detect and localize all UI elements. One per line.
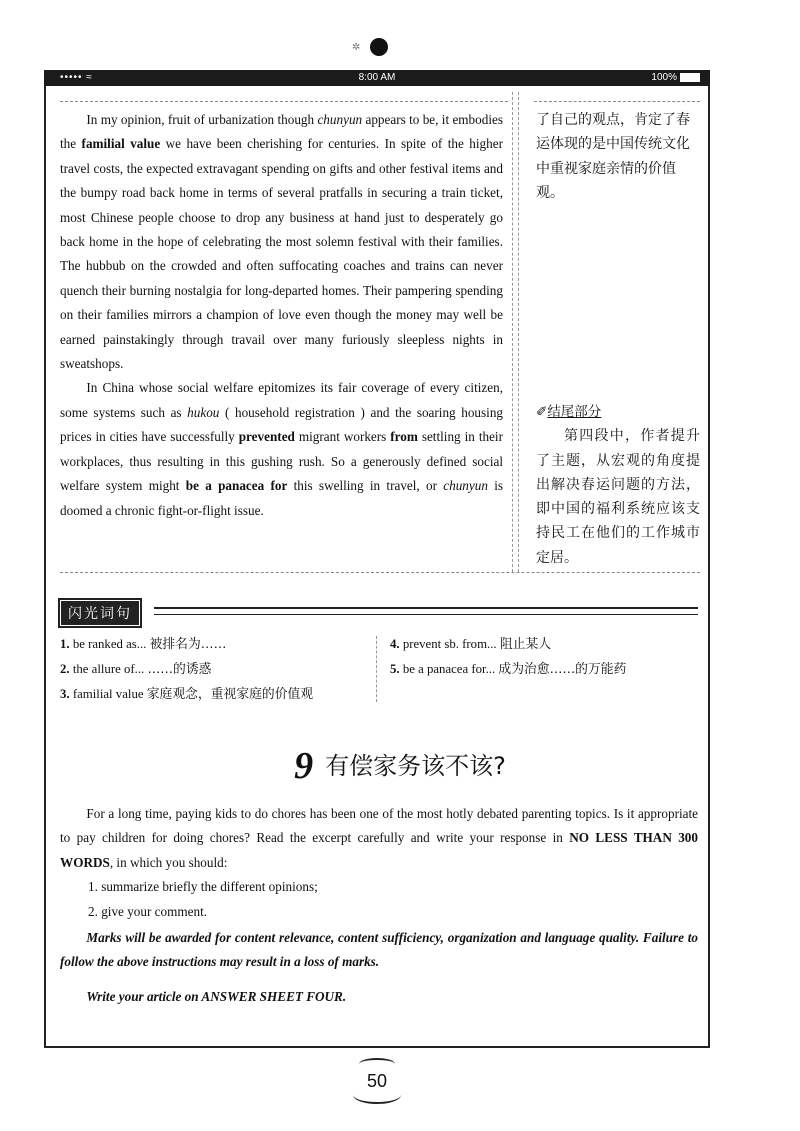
article-body: [60, 108, 503, 523]
battery-icon: [680, 73, 700, 82]
side-note-1: [536, 108, 700, 205]
task-point-1: 1. summarize briefly the different opinions;: [88, 879, 318, 895]
page-arc-top: [359, 1058, 395, 1070]
task-write: Write your article on ANSWER SHEET FOUR.: [86, 988, 347, 1004]
status-time: 8:00 AM: [358, 72, 396, 83]
section-heading: 有偿家务该不该?: [325, 752, 506, 780]
side-note-2-text: 第四段中，作者提升了主题，从宏观的角度提出解决春运问题的方法，即中国的福利系统应该支持民工在他们的工作城市定居。: [536, 428, 700, 566]
side-note-2-heading: [536, 400, 700, 424]
status-bar: [44, 70, 710, 86]
task-intro: For a long time, paying kids to do chores has been one of the most hotly debated parenting topics. Is it appropriate to pay children for doing chores? Read the excerpt carefully and write your response in NO LESS THAN 300 WORDS, in which you should:: [60, 806, 698, 870]
top-divider-right: [534, 101, 700, 102]
side-note-2: [536, 400, 700, 570]
ornament-mark: ✲: [352, 42, 361, 53]
column-divider: [512, 92, 513, 572]
side-note-1-text: 了自己的观点，肯定了春运体现的是中国传统文化中重视家庭亲情的价值观。: [536, 112, 690, 201]
signal-icon: ••••• ≈: [60, 72, 93, 83]
page-number: [351, 1058, 403, 1104]
camera-dot: [370, 38, 388, 56]
task-instructions: [60, 802, 698, 1009]
article-paragraph-2: In China whose social welfare epitomizes its fair coverage of every citizen, some systems such as hukou ( household registration ) and the soaring housing prices in cities have successfully prevented migrant workers from settling in their workplaces, thus resulting in this gushing rush. So a generously defined social welfare system might be a panacea for this swelling in travel, or chunyun is doomed a chronic fight-or-flight issue.: [60, 380, 504, 518]
vocab-item: 2. the allure of... ……的诱惑: [60, 662, 212, 677]
vocab-header: [58, 598, 698, 624]
vocab-item: 5. be a panacea for... 成为治愈……的万能药: [390, 662, 627, 677]
battery-status: [651, 72, 700, 83]
vocab-label: 闪光词句: [58, 598, 142, 628]
column-divider-inner: [518, 92, 519, 572]
task-marks: Marks will be awarded for content relevance, content sufficiency, organization and language quality. Failure to follow the above instructions may result in a loss of marks.: [60, 930, 698, 970]
top-divider-left: [60, 101, 508, 102]
vocab-item: 4. prevent sb. from... 阻止某人: [390, 637, 552, 652]
vocab-column-left: [60, 632, 313, 707]
page-arc-bottom: [353, 1086, 401, 1104]
section-number: 9: [294, 745, 314, 787]
task-point-2: 2. give your comment.: [88, 903, 208, 919]
vocab-divider: [376, 636, 377, 702]
page-number-text: 50: [366, 1071, 388, 1091]
vocab-rule: [154, 607, 698, 615]
pen-icon: ✐: [536, 404, 548, 420]
vocab-column-right: [390, 632, 626, 682]
section-title: [0, 744, 800, 788]
vocab-item: 3. familial value 家庭观念，重视家庭的价值观: [60, 687, 314, 702]
article-paragraph-1: In my opinion, fruit of urbanization though chunyun appears to be, it embodies the familial value we have been cherishing for centuries. In spite of the higher travel costs, the expected extravagant spending on gifts and other festival items and the bumpy road back home in terms of several pratfalls in securing a train ticket, most Chinese people choose to drop any business at hand just to desperately go back home in the hope of celebrating the most solemn festival with their families. The hubbub on the crowded and often suffocating coaches and trains can never quench their burning nostalgia for long-departed homes. Their pampering spending on their families mirrors a champion of love even though the money may well be earned painstakingly through travail over many furiously sleepless nights in sweatshops.: [60, 112, 503, 372]
vocab-item: 1. be ranked as... 被排名为……: [60, 637, 227, 652]
side-note-2-title: 结尾部分: [547, 404, 602, 420]
battery-text: 100%: [651, 72, 677, 83]
top-ornament: [352, 38, 412, 60]
bottom-divider: [60, 572, 700, 573]
